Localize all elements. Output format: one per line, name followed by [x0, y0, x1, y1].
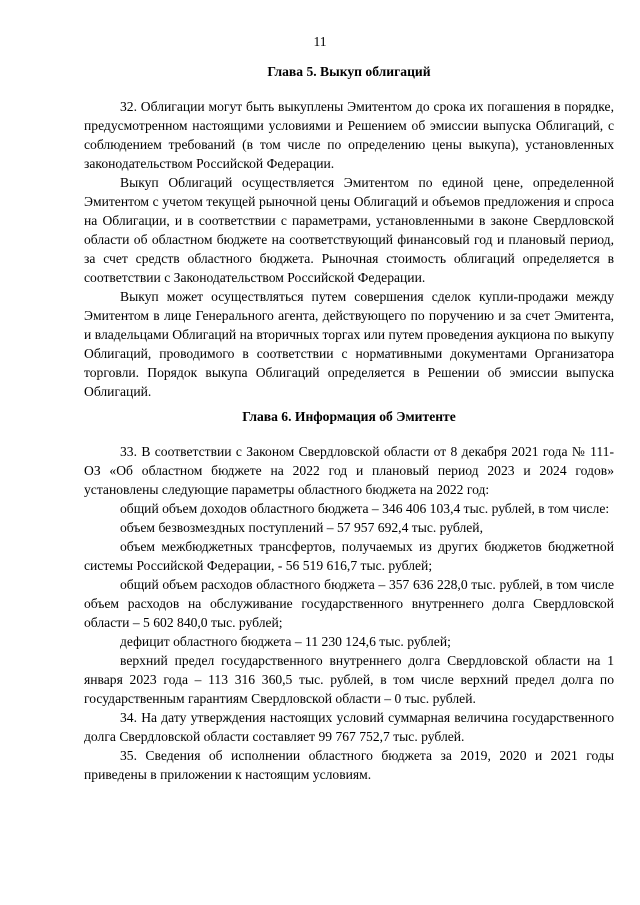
- chapter-5-body: [84, 97, 614, 401]
- paragraph-deficit: дефицит областного бюджета – 11 230 124,6 тыс. рублей;: [120, 634, 451, 649]
- paragraph-interbudget-transfers: объем межбюджетных трансфертов, получаемых из других бюджетов бюджетной системы Российской Федерации, - 56 519 616,7 тыс. рублей;: [84, 539, 614, 573]
- paragraph-35: 35. Сведения об исполнении областного бюджета за 2019, 2020 и 2021 годы приведены в приложении к настоящим условиям.: [84, 748, 614, 782]
- chapter-6-body: [84, 442, 614, 784]
- paragraph-buyback-method: Выкуп может осуществляться путем совершения сделок купли-продажи между Эмитентом в лице Генерального агента, действующего по поручению и за счет Эмитента, и владельцами Облигаций на вторичных торгах или путем проведения аукциона по выкупу Облигаций, проводимого в соответствии с нормативными документами Организатора торговли. Порядок выкупа Облигаций определяется в Решении об эмиссии выпуска Облигаций.: [84, 289, 614, 399]
- paragraph-33: 33. В соответствии с Законом Свердловской области от 8 декабря 2021 года № 111-ОЗ «Об областном бюджете на 2022 год и плановый период 2023 и 2024 годов» установлены следующие параметры областного бюджета на 2022 год:: [84, 444, 614, 497]
- paragraph-revenue-total: общий объем доходов областного бюджета – 346 406 103,4 тыс. рублей, в том числе:: [120, 501, 610, 516]
- chapter-6-title: Глава 6. Информация об Эмитенте: [242, 409, 456, 424]
- paragraph-34: 34. На дату утверждения настоящих условий суммарная величина государственного долга Свердловской области составляет 99 767 752,7 тыс. рублей.: [84, 710, 614, 744]
- paragraph-debt-ceiling: верхний предел государственного внутреннего долга Свердловской области на 1 января 2023 года – 113 316 360,5 тыс. рублей, в том числе верхний предел долга по государственным гарантиям Свердловской области – 0 тыс. рублей.: [84, 653, 614, 706]
- paragraph-buyback-price: Выкуп Облигаций осуществляется Эмитентом по единой цене, определенной Эмитентом с учетом текущей рыночной цены Облигаций и объемов предложения и спроса на Облигации, и в соответствии с параметрами, установленными в законе Свердловской области об областном бюджете на соответствующий финансовый год и плановый период, за счет средств областного бюджета. Рыночная стоимость облигаций определяется в соответствии с Законодательством Российской Федерации.: [84, 175, 614, 285]
- paragraph-gratuitous-receipts: объем безвозмездных поступлений – 57 957 692,4 тыс. рублей,: [120, 520, 483, 535]
- chapter-5-title: Глава 5. Выкуп облигаций: [267, 64, 431, 79]
- paragraph-32: 32. Облигации могут быть выкуплены Эмитентом до срока их погашения в порядке, предусмотренном настоящими условиями и Решением об эмиссии выпуска Облигаций, с соблюдением требований (в том числе по определению цены выкупа), установленных законодательством Российской Федерации.: [84, 99, 614, 171]
- paragraph-expenditure-total: общий объем расходов областного бюджета – 357 636 228,0 тыс. рублей, в том числе объем расходов на обслуживание государственного внутреннего долга Свердловской области – 5 602 840,0 тыс. рублей;: [84, 577, 614, 630]
- page-number: 11: [313, 34, 327, 49]
